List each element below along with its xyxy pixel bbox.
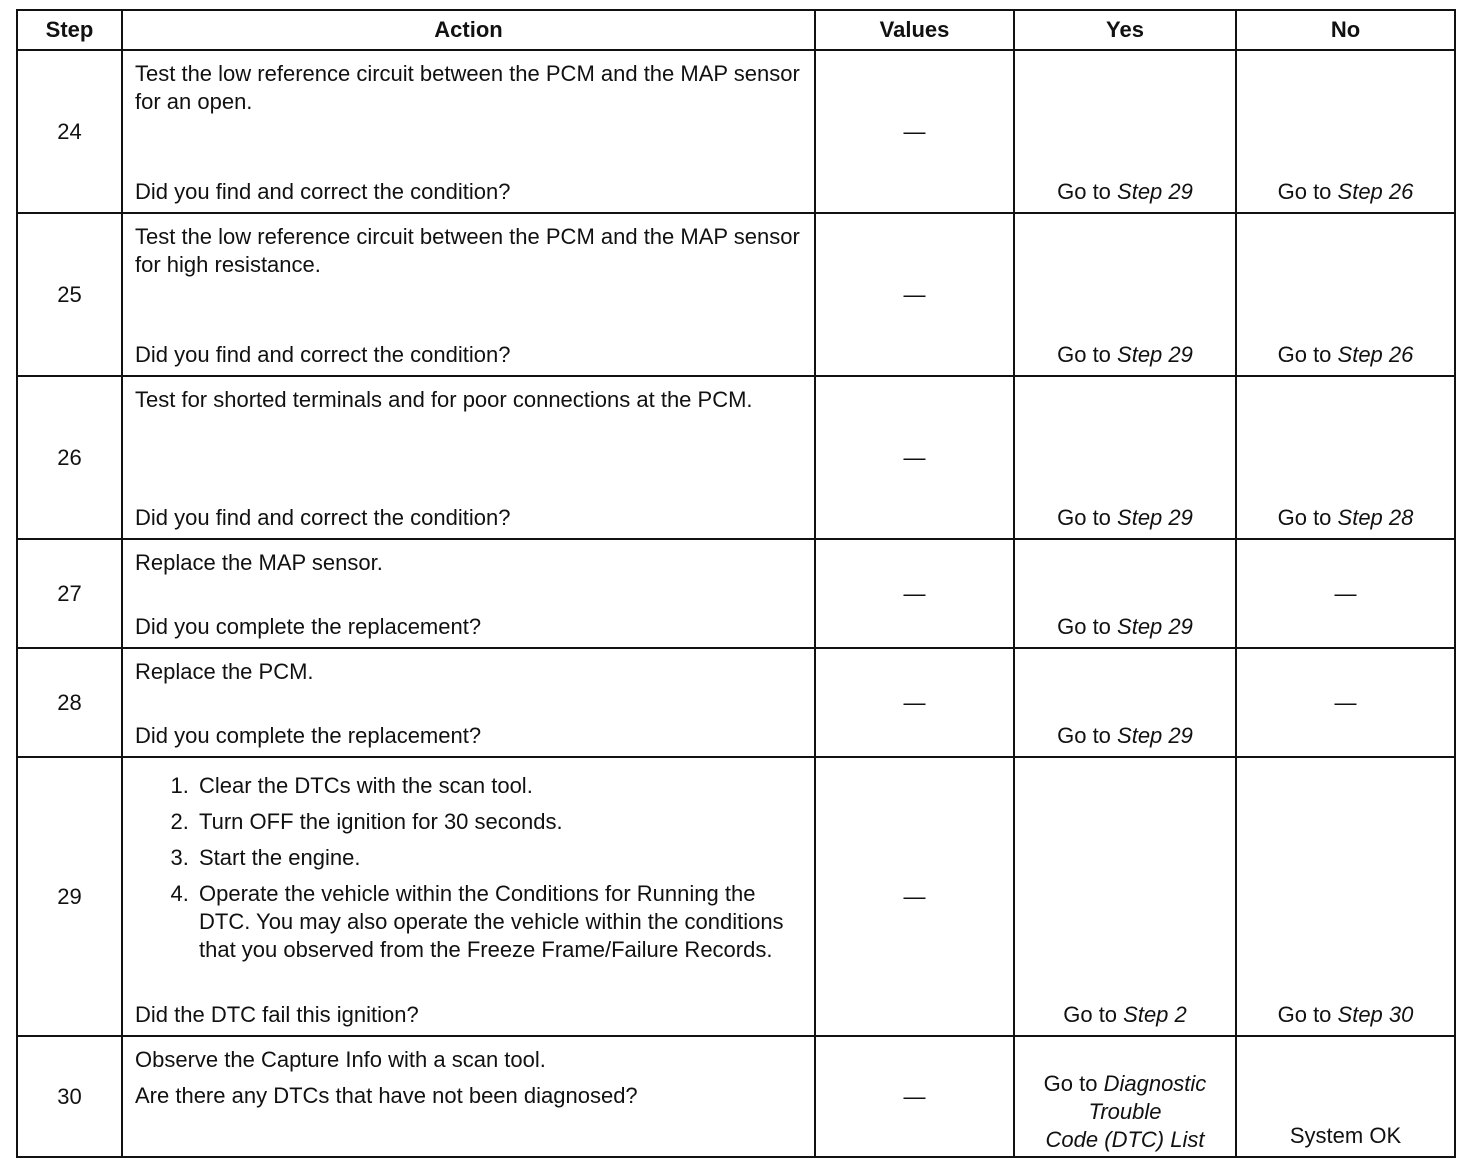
table-row: [17, 50, 1455, 213]
yes-cell: [1014, 1036, 1236, 1157]
yes-cell: [1014, 757, 1236, 1036]
no-step-link[interactable]: Step 28: [1337, 505, 1414, 530]
table-row: [17, 648, 1455, 757]
values-cell: —: [815, 648, 1014, 757]
step-number: 26: [17, 376, 122, 539]
values-cell: —: [815, 539, 1014, 648]
no-cell: System OK: [1236, 1036, 1455, 1157]
action-question: Did you find and correct the condition?: [135, 179, 511, 204]
step-number: 30: [17, 1036, 122, 1157]
table-row: [17, 757, 1455, 1036]
no-cell: —: [1236, 648, 1455, 757]
step-number: 29: [17, 757, 122, 1036]
step-number: 27: [17, 539, 122, 648]
yes-prefix: Go to: [1057, 614, 1118, 639]
list-item: 4. Operate the vehicle within the Conditions for Running the DTC. You may also operate the vehicle within the conditions that you observed from the Freeze Frame/Failure Records.: [195, 880, 802, 964]
no-cell: [1236, 757, 1455, 1036]
values-cell: —: [815, 1036, 1014, 1157]
action-cell: [122, 213, 815, 376]
table-row: [17, 1036, 1455, 1157]
action-cell: [122, 648, 815, 757]
yes-prefix: Go to: [1063, 1002, 1124, 1027]
no-cell: [1236, 213, 1455, 376]
header-yes: Yes: [1014, 10, 1236, 50]
action-cell: [122, 757, 815, 1036]
yes-prefix: Go to: [1057, 505, 1118, 530]
action-question: Did you find and correct the condition?: [135, 505, 511, 530]
no-cell: —: [1236, 539, 1455, 648]
action-cell: [122, 50, 815, 213]
yes-cell: [1014, 50, 1236, 213]
action-text: Test for shorted terminals and for poor connections at the PCM.: [135, 387, 753, 412]
header-row: [17, 10, 1455, 50]
table-row: [17, 213, 1455, 376]
header-values: Values: [815, 10, 1014, 50]
action-text: Replace the PCM.: [135, 659, 314, 684]
dtc-list-link[interactable]: Diagnostic: [1103, 1071, 1207, 1096]
procedure-list: [135, 758, 802, 964]
values-cell: —: [815, 213, 1014, 376]
list-item: 3. Start the engine.: [195, 844, 802, 872]
no-prefix: Go to: [1277, 179, 1338, 204]
no-step-link[interactable]: Step 30: [1337, 1002, 1414, 1027]
action-cell: [122, 539, 815, 648]
action-text: Observe the Capture Info with a scan tool.: [135, 1047, 546, 1072]
action-text: Test the low reference circuit between the PCM and the MAP sensor for high resistance.: [135, 224, 800, 277]
yes-step-link[interactable]: Step 29: [1117, 505, 1193, 530]
yes-step-link[interactable]: Step 2: [1123, 1002, 1187, 1027]
dtc-list-link-line2[interactable]: Trouble: [1088, 1099, 1162, 1124]
action-question: Did the DTC fail this ignition?: [135, 1002, 419, 1027]
action-text: Test the low reference circuit between the PCM and the MAP sensor for an open.: [135, 61, 800, 114]
header-step: Step: [17, 10, 122, 50]
header-action: Action: [122, 10, 815, 50]
no-prefix: Go to: [1277, 342, 1338, 367]
table-row: [17, 376, 1455, 539]
yes-step-link[interactable]: Step 29: [1117, 614, 1193, 639]
yes-prefix: Go to: [1057, 723, 1118, 748]
step-number: 28: [17, 648, 122, 757]
no-prefix: Go to: [1277, 1002, 1338, 1027]
action-question: Are there any DTCs that have not been diagnosed?: [135, 1083, 638, 1108]
yes-cell: [1014, 539, 1236, 648]
action-question: Did you find and correct the condition?: [135, 342, 511, 367]
action-text: Replace the MAP sensor.: [135, 550, 383, 575]
diagnostic-table: [16, 9, 1456, 1158]
action-question: Did you complete the replacement?: [135, 723, 482, 748]
no-cell: [1236, 50, 1455, 213]
no-step-link[interactable]: Step 26: [1337, 179, 1414, 204]
header-no: No: [1236, 10, 1455, 50]
no-step-link[interactable]: Step 26: [1337, 342, 1414, 367]
table-row: [17, 539, 1455, 648]
yes-step-link[interactable]: Step 29: [1117, 342, 1193, 367]
values-cell: —: [815, 757, 1014, 1036]
yes-prefix: Go to: [1043, 1071, 1104, 1096]
no-cell: [1236, 376, 1455, 539]
yes-prefix: Go to: [1057, 342, 1118, 367]
yes-cell: [1014, 648, 1236, 757]
yes-cell: [1014, 213, 1236, 376]
yes-cell: [1014, 376, 1236, 539]
list-item: 1. Clear the DTCs with the scan tool.: [195, 772, 802, 800]
values-cell: —: [815, 50, 1014, 213]
step-number: 25: [17, 213, 122, 376]
values-cell: —: [815, 376, 1014, 539]
yes-step-link[interactable]: Step 29: [1117, 179, 1193, 204]
list-item: 2. Turn OFF the ignition for 30 seconds.: [195, 808, 802, 836]
no-prefix: Go to: [1277, 505, 1338, 530]
yes-prefix: Go to: [1057, 179, 1118, 204]
dtc-list-link-line3[interactable]: Code (DTC) List: [1045, 1127, 1205, 1152]
action-cell: [122, 376, 815, 539]
action-cell: [122, 1036, 815, 1157]
yes-step-link[interactable]: Step 29: [1117, 723, 1193, 748]
step-number: 24: [17, 50, 122, 213]
action-question: Did you complete the replacement?: [135, 614, 482, 639]
